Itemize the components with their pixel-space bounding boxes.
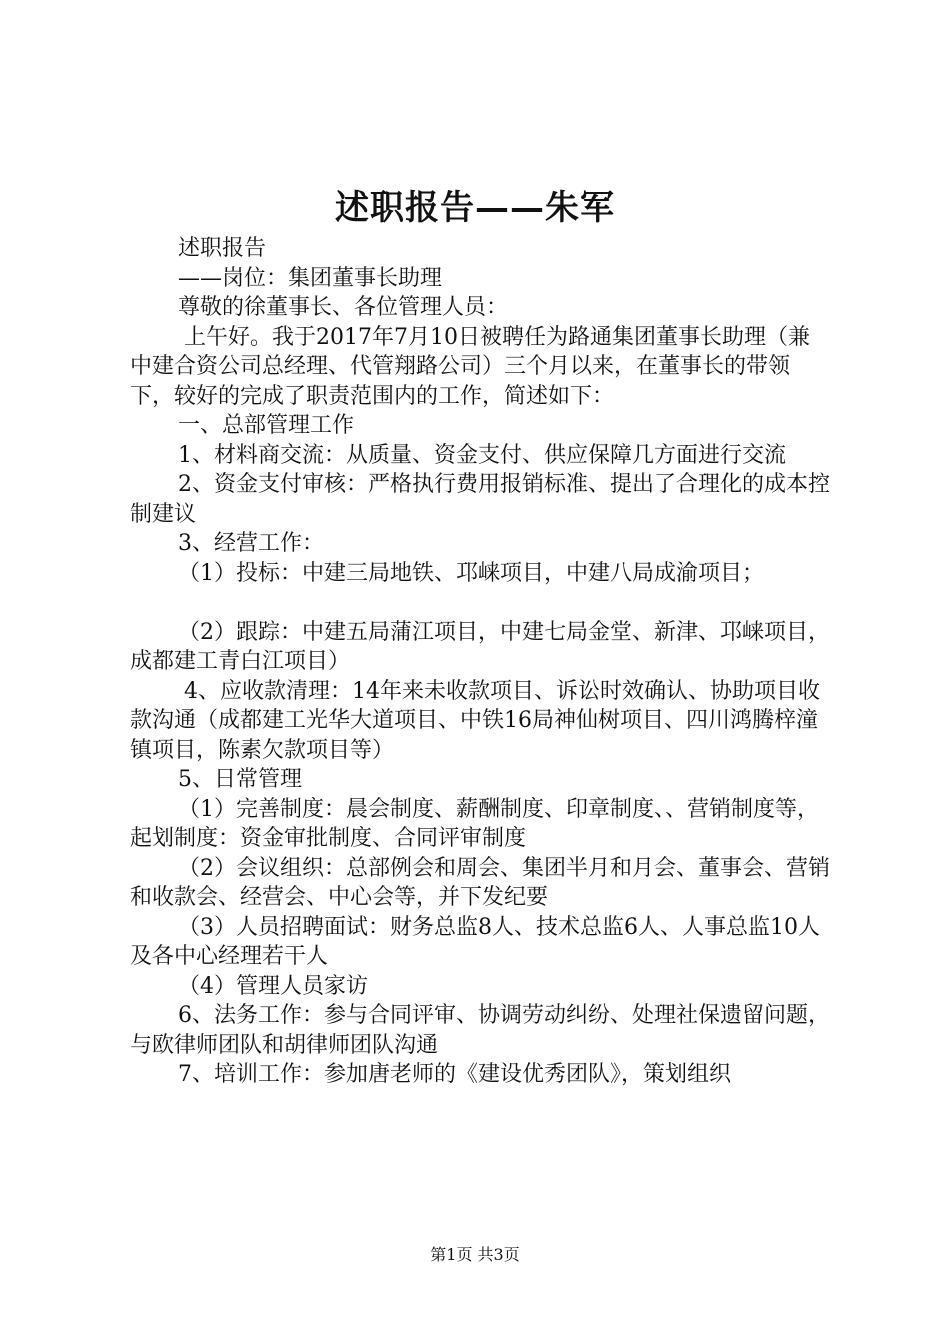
list-item: （2）会议组织：总部例会和周会、集团半月和月会、董事会、营销和收款会、经营会、中心会等，并下发纪要 (130, 855, 830, 910)
page-title: 述职报告——朱军 (335, 188, 615, 228)
list-item: （1）完善制度：晨会制度、薪酬制度、印章制度、、营销制度等，起划制度：资金审批制度、合同评审制度 (130, 796, 819, 851)
list-item: 3、经营工作： (178, 531, 324, 556)
list-item: （2）跟踪：中建五局蒲江项目，中建七局金堂、新津、邛崃项目，成都建工青白江项目） (130, 619, 830, 674)
paragraph-salutation: 尊敬的徐董事长、各位管理人员： (178, 295, 509, 320)
list-item: 4、应收款清理：14年来未收款项目、诉讼时效确认、协助项目收款沟通（成都建工光华大道项目、中铁16局神仙树项目、四川鸿腾梓潼镇项目，陈素欠款项目等） (130, 678, 820, 763)
blank-line (130, 588, 830, 618)
list-item: 1、材料商交流：从质量、资金支付、供应保障几方面进行交流 (178, 442, 786, 468)
section-heading-hq: 一、总部管理工作 (178, 413, 355, 438)
list-item: 5、日常管理 (178, 767, 302, 792)
list-item: 7、培训工作：参加唐老师的《建设优秀团队》，策划组织 (178, 1062, 731, 1087)
paragraph-position: ——岗位：集团董事长助理 (178, 265, 443, 291)
list-item: （3）人员招聘面试：财务总监8人、技术总监6人、人事总监10人及各中心经理若干人 (130, 914, 820, 969)
list-item: （1）投标：中建三局地铁、邛崃项目，中建八局成渝项目； (178, 560, 764, 586)
document-body (130, 234, 830, 1090)
list-item: 2、资金支付审核：严格执行费用报销标准、提出了合理化的成本控制建议 (130, 472, 830, 527)
list-item: （4）管理人员家访 (178, 973, 368, 999)
page-footer: 第1页 共3页 (430, 1245, 520, 1264)
list-item: 6、法务工作：参与合同评审、协调劳动纠纷、处理社保遗留问题，与欧律师团队和胡律师团队沟通 (130, 1003, 830, 1058)
paragraph-heading: 述职报告 (178, 236, 267, 261)
paragraph-intro: 上午好。我于2017年7月10日被聘任为路通集团董事长助理（兼中建合资公司总经理、代管翔路公司）三个月以来，在董事长的带领下，较好的完成了职责范围内的工作，简述如下： (130, 324, 810, 409)
